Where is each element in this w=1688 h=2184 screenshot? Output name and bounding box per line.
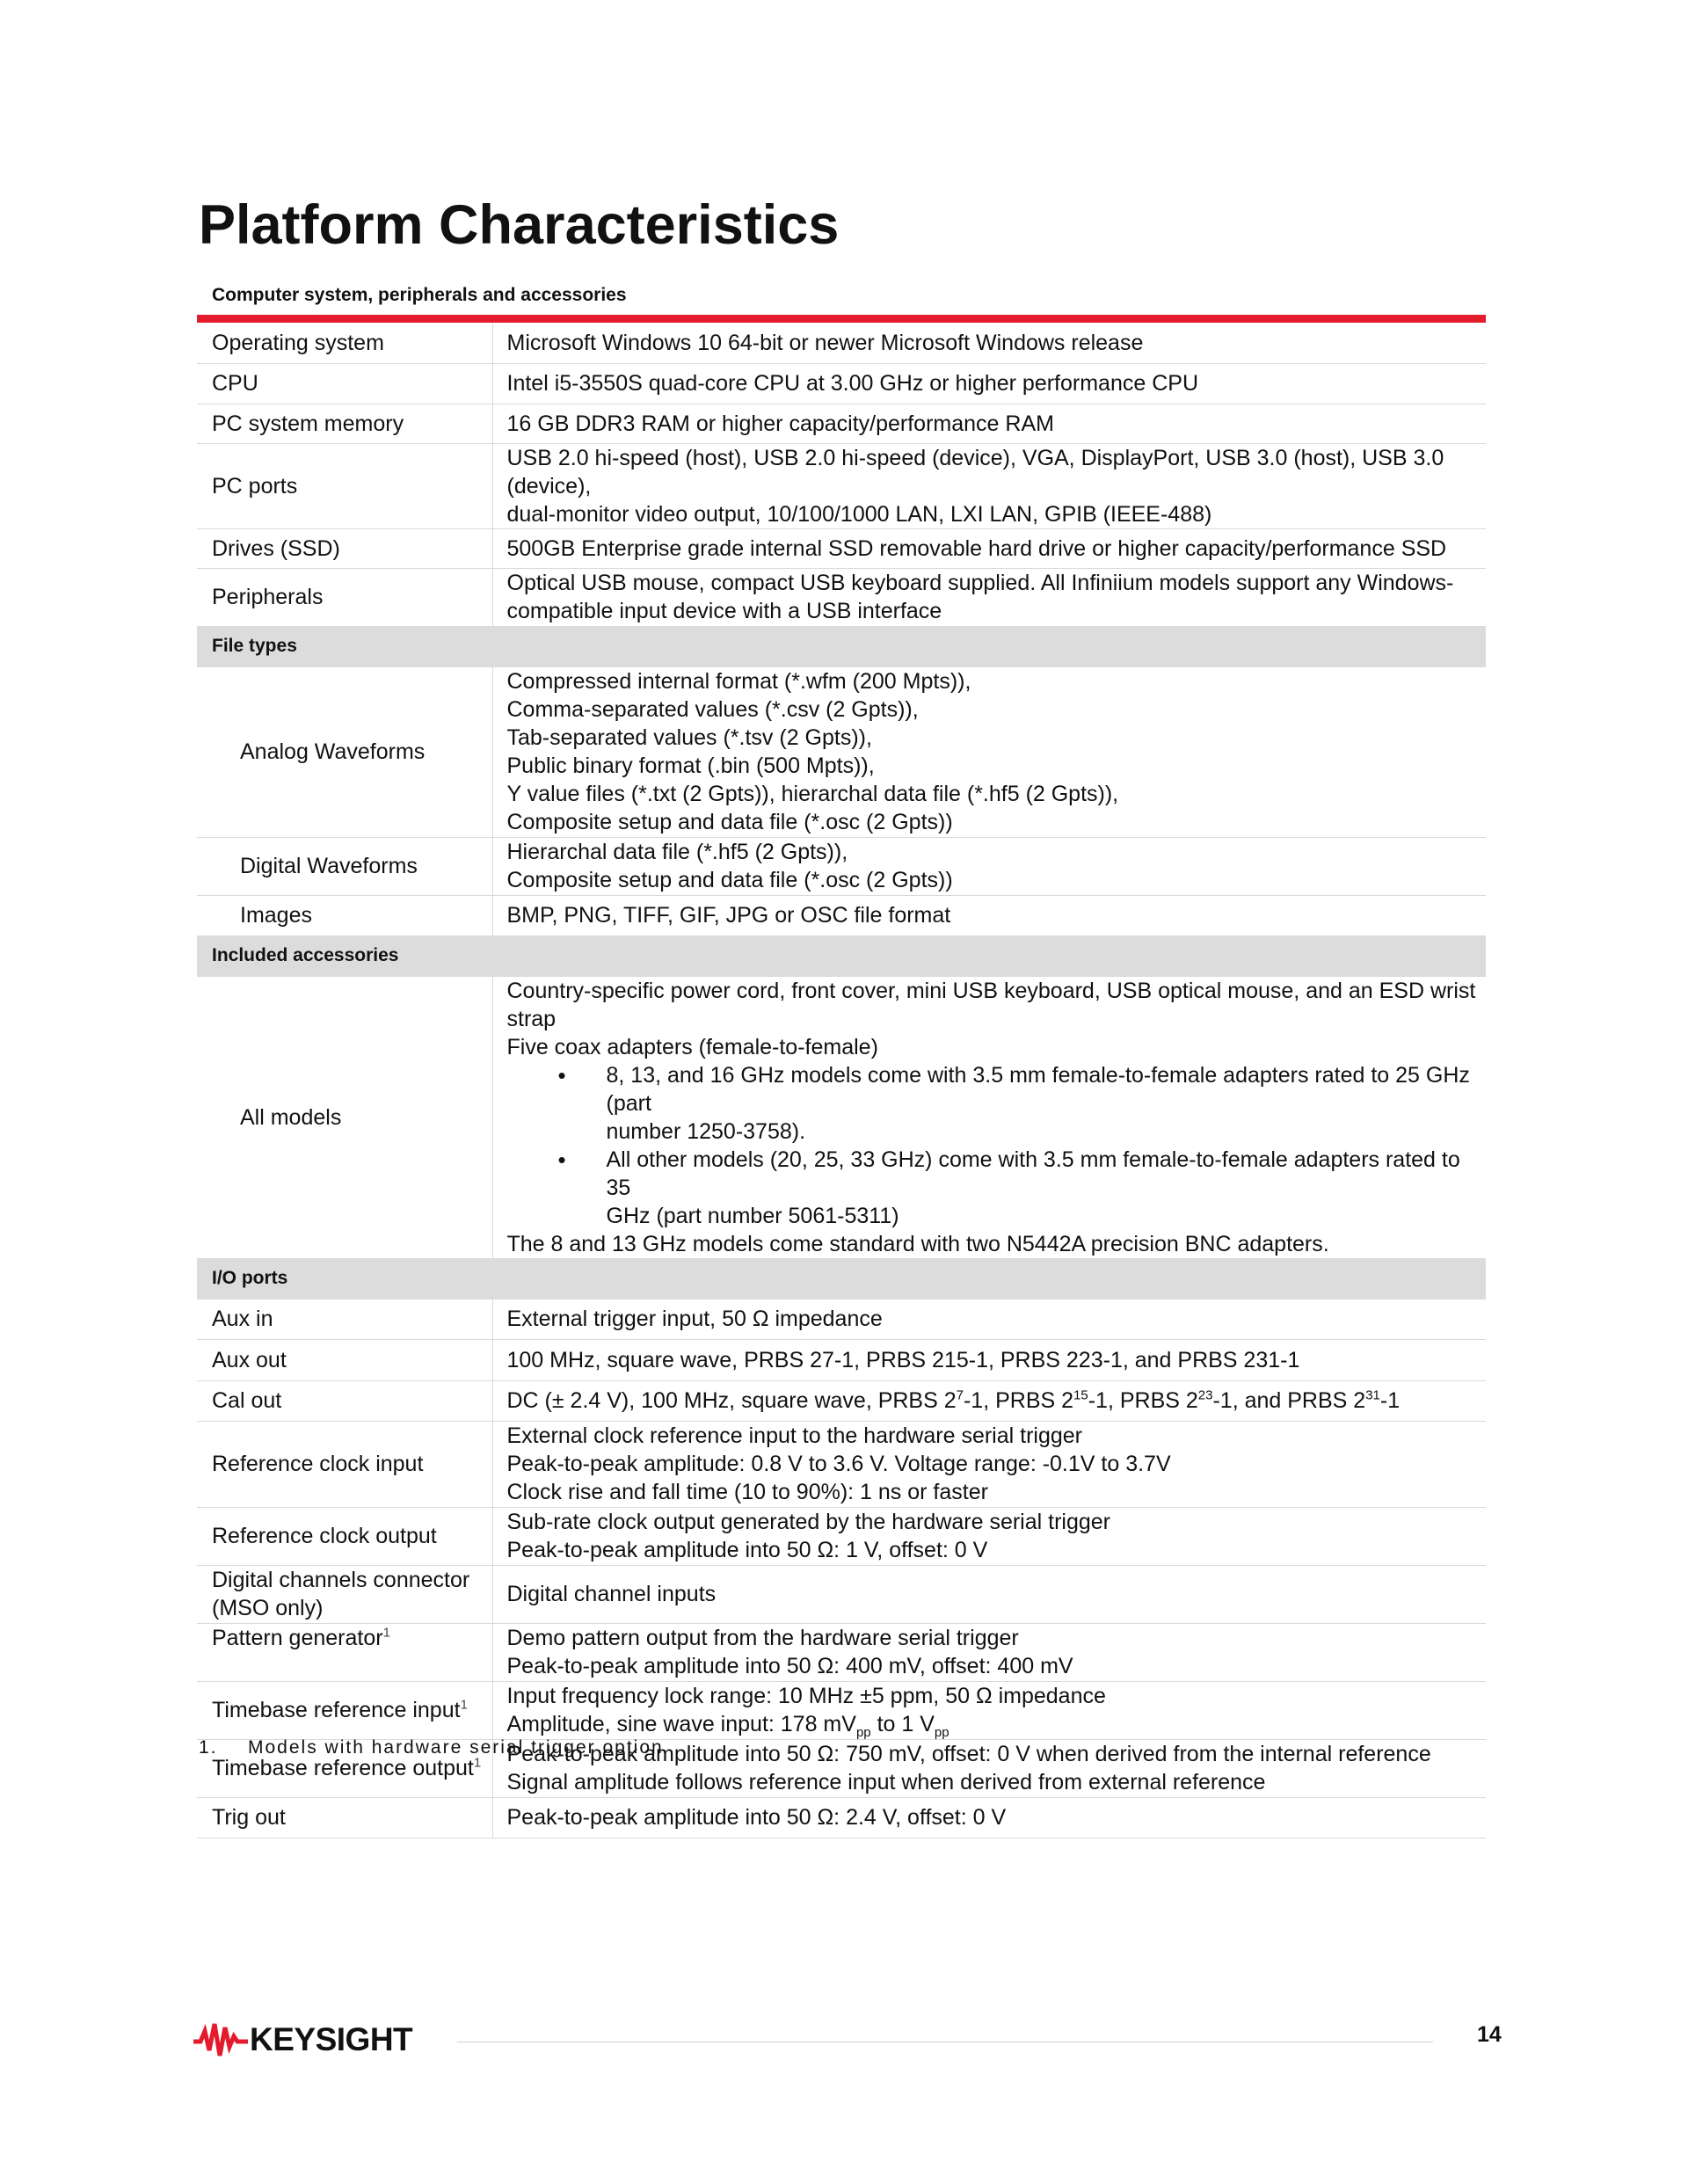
value-line: USB 2.0 hi-speed (host), USB 2.0 hi-speed (device), VGA, DisplayPort, USB 3.0 (host), USB 3.0 (device), [506, 445, 1444, 499]
footnote-ref: 1 [382, 1625, 390, 1641]
value-line [507, 1710, 1478, 1738]
value-line: Demo pattern output from the hardware serial trigger [506, 1626, 1019, 1650]
value-line: 500GB Enterprise grade internal SSD removable hard drive or higher capacity/performance SSD [506, 535, 1447, 561]
value-line: dual-monitor video output, 10/100/1000 LAN, LXI LAN, GPIB (IEEE-488) [506, 501, 1212, 527]
row-value [492, 363, 1486, 404]
value-line: External clock reference input to the hardware serial trigger [506, 1423, 1082, 1448]
value-text: DC (± 2.4 V), 100 MHz, square wave, PRBS 2 [506, 1388, 957, 1413]
value-text: -1, and PRBS 2 [1212, 1388, 1366, 1413]
value-line: compatible input device with a USB interface [506, 599, 942, 623]
row-label [197, 1623, 492, 1681]
table-row [197, 1421, 1486, 1507]
group-header-io-ports [197, 1258, 1486, 1299]
label-text: Pattern generator [212, 1625, 383, 1650]
value-line: Hierarchal data file (*.hf5 (2 Gpts)), [506, 840, 848, 864]
value-line: Peak-to-peak amplitude into 50 Ω: 750 mV, offset: 0 V when derived from the internal reference [506, 1742, 1431, 1766]
table-row [197, 1623, 1486, 1681]
row-label: Peripherals [197, 568, 492, 626]
footnote-ref: 1 [460, 1697, 468, 1713]
page-title: Platform Characteristics [199, 194, 840, 256]
row-value [492, 1421, 1486, 1507]
list-item [507, 1146, 1478, 1230]
row-value [492, 443, 1486, 528]
table-row [197, 528, 1486, 568]
row-label: Aux out [197, 1339, 492, 1380]
row-label: All models [197, 976, 492, 1258]
value-line: Public binary format (.bin (500 Mpts)), [506, 753, 875, 778]
label-line: (MSO only) [212, 1596, 324, 1620]
waveform-logo-icon [193, 2020, 248, 2059]
exponent: 31 [1365, 1387, 1380, 1403]
value-line: The 8 and 13 GHz models come standard with two N5442A precision BNC adapters. [506, 1231, 1329, 1256]
value-line: Composite setup and data file (*.osc (2 Gpts)) [506, 810, 953, 834]
footnote-number: 1. [199, 1737, 218, 1758]
table-row [197, 1565, 1486, 1623]
keysight-logo [193, 2020, 412, 2059]
table-row [197, 443, 1486, 528]
table-row [197, 1681, 1486, 1739]
table-row [197, 976, 1486, 1258]
value-text: -1, PRBS 2 [963, 1388, 1074, 1413]
row-label: PC ports [197, 443, 492, 528]
value-line: BMP, PNG, TIFF, GIF, JPG or OSC file format [506, 903, 951, 928]
table-row [197, 363, 1486, 404]
value-line: number 1250-3758). [606, 1118, 806, 1144]
list-item [507, 1061, 1478, 1146]
value-line: Signal amplitude follows reference input when derived from external reference [506, 1770, 1266, 1795]
value-line: Compressed internal format (*.wfm (200 Mpts)), [506, 669, 971, 694]
row-value [492, 528, 1486, 568]
row-label: Aux in [197, 1299, 492, 1339]
row-value [492, 837, 1486, 895]
value-text: Amplitude, sine wave input: 178 mV [506, 1712, 856, 1736]
value-text: -1 [1379, 1388, 1401, 1413]
row-value [492, 568, 1486, 626]
row-label: PC system memory [197, 404, 492, 443]
page-number: 14 [1477, 2022, 1502, 2047]
value-line: Peak-to-peak amplitude: 0.8 V to 3.6 V. Voltage range: -0.1V to 3.7V [506, 1452, 1171, 1476]
header-accent-rule [197, 315, 1486, 323]
table-row [197, 1380, 1486, 1421]
value-text: to 1 V [870, 1712, 935, 1736]
table-row [197, 568, 1486, 626]
row-value [492, 976, 1486, 1258]
value-line: • All other models (20, 25, 33 GHz) come with 3.5 mm female-to-female adapters rated to 35 [606, 1147, 1460, 1200]
group-header-label: File types [197, 626, 1486, 666]
value-line: Five coax adapters (female-to-female) [506, 1034, 878, 1059]
row-label: Digital Waveforms [197, 837, 492, 895]
value-line: Comma-separated values (*.csv (2 Gpts)), [506, 697, 919, 722]
table-row [197, 837, 1486, 895]
group-header-file-types [197, 626, 1486, 666]
subscript: pp [855, 1725, 871, 1740]
value-line: Tab-separated values (*.tsv (2 Gpts)), [506, 725, 872, 750]
group-header-label: Included accessories [197, 935, 1486, 976]
row-value [492, 324, 1486, 363]
brand-wordmark: KEYSIGHT [250, 2021, 413, 2057]
row-label: Drives (SSD) [197, 528, 492, 568]
row-value: External trigger input, 50 Ω impedance [492, 1299, 1486, 1339]
row-value: Digital channel inputs [492, 1565, 1486, 1623]
group-header-accessories [197, 935, 1486, 976]
value-line: Clock rise and fall time (10 to 90%): 1 ns or faster [506, 1480, 988, 1504]
footnote-text: Models with hardware serial trigger option [248, 1737, 664, 1758]
row-label [197, 1681, 492, 1739]
row-label [197, 1565, 492, 1623]
table-row [197, 404, 1486, 443]
row-label: CPU [197, 363, 492, 404]
table-row [197, 1299, 1486, 1339]
adapter-bullet-list [507, 1061, 1478, 1230]
platform-spec-table [197, 324, 1486, 1838]
row-label: Reference clock output [197, 1507, 492, 1565]
value-line: Input frequency lock range: 10 MHz ±5 ppm, 50 Ω impedance [506, 1684, 1106, 1708]
table-row [197, 666, 1486, 837]
label-text: Timebase reference input [212, 1698, 461, 1722]
row-value [492, 666, 1486, 837]
value-line: Composite setup and data file (*.osc (2 Gpts)) [506, 868, 953, 892]
table-row [197, 1507, 1486, 1565]
value-line: • 8, 13, and 16 GHz models come with 3.5 mm female-to-female adapters rated to 25 GHz (part [606, 1062, 1470, 1116]
table-row [197, 895, 1486, 935]
value-line: Peak-to-peak amplitude into 50 Ω: 1 V, offset: 0 V [506, 1538, 988, 1562]
row-label: Analog Waveforms [197, 666, 492, 837]
table-row [197, 1797, 1486, 1838]
row-label: Trig out [197, 1797, 492, 1838]
value-line: Y value files (*.txt (2 Gpts)), hierarchal data file (*.hf5 (2 Gpts)), [506, 782, 1119, 806]
row-value [492, 1380, 1486, 1421]
row-value [492, 1507, 1486, 1565]
subscript: pp [934, 1725, 950, 1740]
group-header-label: I/O ports [197, 1258, 1486, 1299]
exponent: 15 [1073, 1387, 1088, 1403]
value-line: Intel i5-3550S quad-core CPU at 3.00 GHz or higher performance CPU [506, 371, 1198, 396]
table-row [197, 324, 1486, 363]
label-text: Timebase reference output [212, 1756, 474, 1780]
value-line: GHz (part number 5061-5311) [606, 1203, 899, 1228]
value-line: Optical USB mouse, compact USB keyboard supplied. All Infiniium models support any Windows- [506, 571, 1454, 595]
section-caption: Computer system, peripherals and accessories [212, 285, 627, 305]
value-line: Country-specific power cord, front cover, mini USB keyboard, USB optical mouse, and an ESD wrist strap [506, 978, 1476, 1031]
row-value [492, 404, 1486, 443]
row-label: Reference clock input [197, 1421, 492, 1507]
row-label: Operating system [197, 324, 492, 363]
value-line: Sub-rate clock output generated by the hardware serial trigger [506, 1510, 1110, 1534]
exponent: 7 [956, 1387, 964, 1403]
row-value [492, 1681, 1486, 1739]
label-line: Digital channels connector [212, 1568, 470, 1592]
footnote [199, 1737, 664, 1758]
row-value: 100 MHz, square wave, PRBS 27-1, PRBS 215-1, PRBS 223-1, and PRBS 231-1 [492, 1339, 1486, 1380]
row-value [492, 895, 1486, 935]
value-line: Peak-to-peak amplitude into 50 Ω: 400 mV, offset: 400 mV [506, 1654, 1073, 1678]
exponent: 23 [1197, 1387, 1213, 1403]
value-line: Microsoft Windows 10 64-bit or newer Microsoft Windows release [506, 331, 1144, 356]
footnote-ref: 1 [473, 1755, 482, 1771]
row-label: Images [197, 895, 492, 935]
table-row [197, 1339, 1486, 1380]
value-line: 16 GB DDR3 RAM or higher capacity/performance RAM [506, 411, 1054, 436]
row-label: Cal out [197, 1380, 492, 1421]
value-text: -1, PRBS 2 [1088, 1388, 1198, 1413]
row-value: Peak-to-peak amplitude into 50 Ω: 2.4 V, offset: 0 V [492, 1797, 1486, 1838]
row-value [492, 1623, 1486, 1681]
